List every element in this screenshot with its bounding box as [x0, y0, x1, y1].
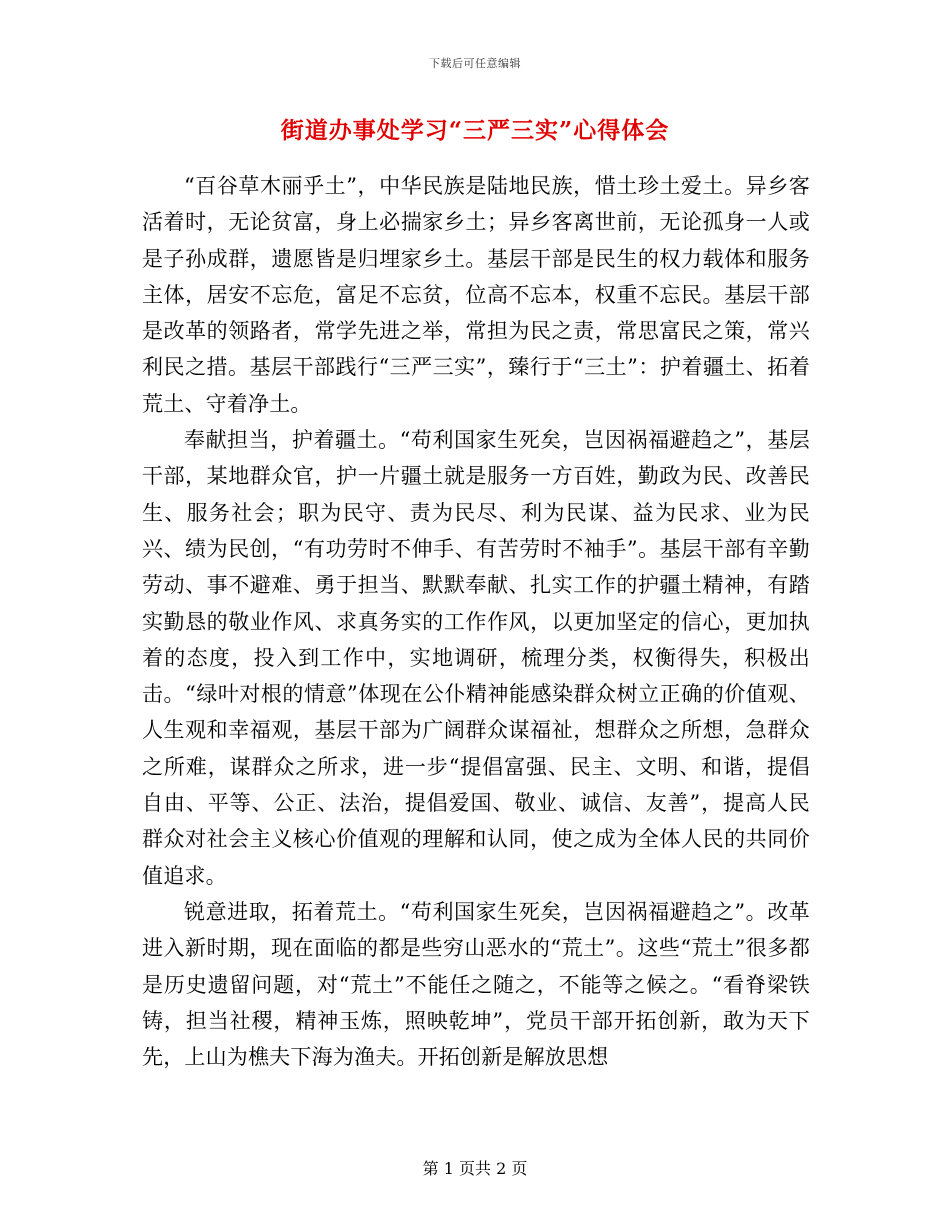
header-note: 下载后可任意编辑: [429, 57, 521, 70]
document-body: [142, 168, 810, 1075]
paragraph: 奉献担当，护着疆土。“苟利国家生死矣，岂因祸福避趋之”，基层干部，某地群众官，护一片疆土就是服务一方百姓，勤政为民、改善民生、服务社会；职为民守、责为民尽、利为民谋、益为民求、业为民兴、绩为民创，“有功劳时不伸手、有苦劳时不袖手”。基层干部有辛勤劳动、事不避难、勇于担当、默默奉献、扎实工作的护疆土精神，有踏实勤恳的敬业作风、求真务实的工作作风，以更加坚定的信心，更加执着的态度，投入到工作中，实地调研，梳理分类，权衡得失，积极出击。“绿叶对根的情意”体现在公仆精神能感染群众树立正确的价值观、人生观和幸福观，基层干部为广阔群众谋福祉，想群众之所想，急群众之所难，谋群众之所求，进一步“提倡富强、民主、文明、和谐，提倡自由、平等、公正、法治，提倡爱国、敬业、诚信、友善”，提高人民群众对社会主义核心价值观的理解和认同，使之成为全体人民的共同价值追求。: [142, 428, 810, 888]
paragraph: “百谷草木丽乎土”，中华民族是陆地民族，惜土珍土爱土。异乡客活着时，无论贫富，身上必揣家乡土；异乡客离世前，无论孤身一人或是子孙成群，遗愿皆是归埋家乡土。基层干部是民生的权力载体和服务主体，居安不忘危，富足不忘贫，位高不忘本，权重不忘民。基层干部是改革的领路者，常学先进之举，常担为民之责，常思富民之策，常兴利民之措。基层干部践行“三严三实”，臻行于“三土”：护着疆土、拓着荒土、守着净土。: [142, 174, 810, 416]
page-number-footer: 第 1 页共 2 页: [422, 1159, 528, 1178]
paragraph: 锐意进取，拓着荒土。“苟利国家生死矣，岂因祸福避趋之”。改革进入新时期，现在面临的都是些穷山恶水的“荒土”。这些“荒土”很多都是历史遗留问题，对“荒土”不能任之随之，不能等之候之。“看脊梁铁铸，担当社稷，精神玉炼，照映乾坤”，党员干部开拓创新，敢为天下先，上山为樵夫下海为渔夫。开拓创新是解放思想: [142, 899, 810, 1070]
document-title: 街道办事处学习“三严三实”心得体会: [280, 117, 670, 144]
